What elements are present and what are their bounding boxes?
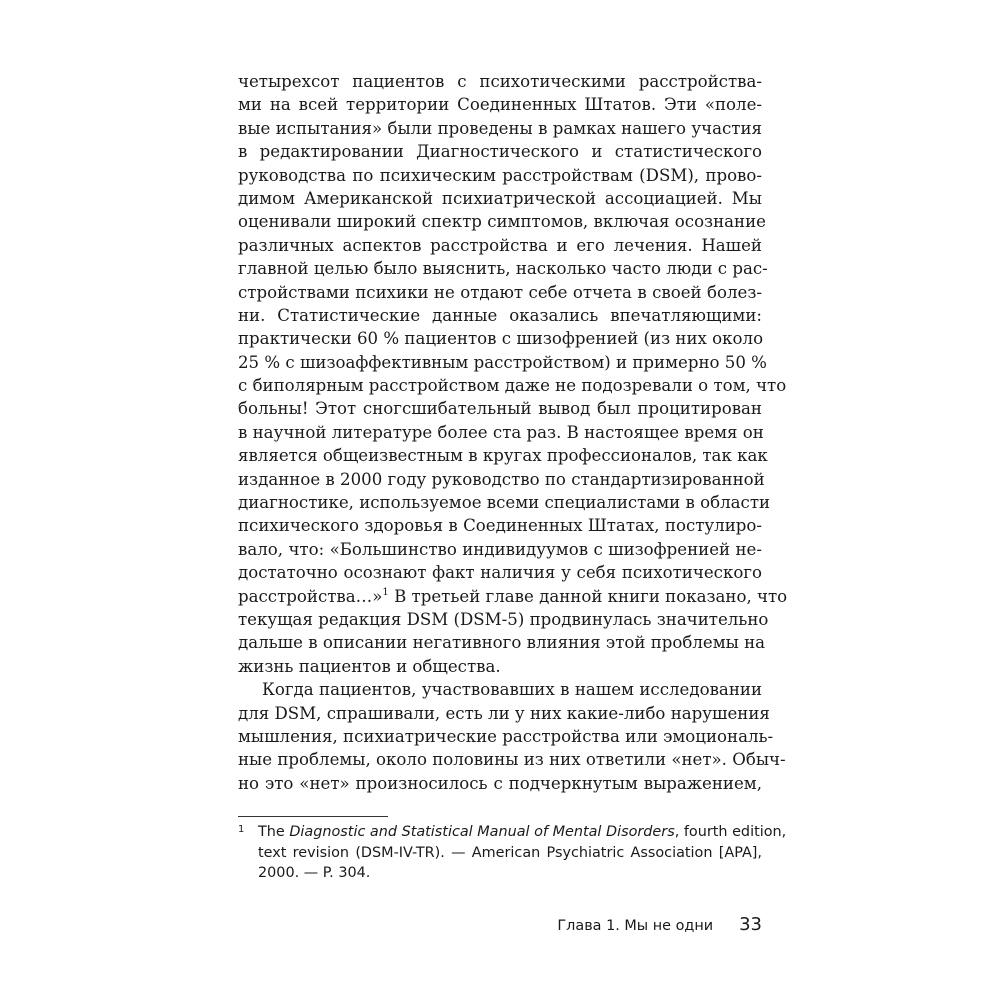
text-line: достаточно осознают факт наличия у себя психотического — [238, 563, 762, 583]
paragraph-2-lines — [238, 702, 786, 772]
paragraph-1-lines — [238, 70, 787, 585]
ref-line-end: В третьей главе данной книги показано, что — [388, 586, 788, 606]
text-line: с биполярным расстройством даже не подозревали о том, что — [238, 376, 787, 396]
text-line: димом Американской психиатрической ассоциацией. Мы — [238, 188, 762, 208]
text-line: текущая редакция DSM (DSM-5) продвинулась значительно — [238, 609, 769, 629]
text-line: 25 % с шизоаффективным расстройством) и примерно 50 % — [238, 352, 767, 372]
text-line: больны! Этот сногсшибательный вывод был процитирован — [238, 399, 762, 419]
text-line: практически 60 % пациентов с шизофренией (из них около — [238, 329, 764, 349]
text-line: дальше в описании негативного влияния этой проблемы на — [238, 633, 766, 653]
chapter-title: Глава 1. Мы не одни — [557, 918, 714, 934]
text-line: диагностике, используемое всеми специалистами в области — [238, 493, 771, 513]
page-number: 33 — [739, 914, 762, 935]
paragraph-2 — [238, 678, 786, 795]
text-line: оценивали широкий спектр симптомов, включая осознание — [238, 212, 767, 232]
footnote — [238, 822, 787, 884]
text-line: руководства по психическим расстройствам (DSM), прово- — [238, 165, 762, 185]
text-line: ни. Статистические данные оказались впечатляющими: — [238, 305, 762, 325]
footnote-line-1 — [258, 822, 787, 843]
paragraph-1 — [238, 70, 788, 678]
text-line: в редактировании Диагностического и статистического — [238, 142, 762, 162]
text-line: в научной литературе более ста раз. В настоящее время он — [238, 422, 764, 442]
footnote-line-1-prefix: The — [258, 824, 290, 840]
text-line: психического здоровья в Соединенных Штатах, постулиро- — [238, 516, 762, 536]
paragraph-2-last-line: но это «нет» произносилось с подчеркнутым выражением, — [238, 773, 762, 793]
paragraph-2-first-line: Когда пациентов, участвовавших в нашем исследовании — [262, 680, 762, 700]
text-line: стройствами психики не отдают себе отчета в своей болез- — [238, 282, 762, 302]
text-line: является общеизвестным в кругах профессионалов, так как — [238, 446, 768, 466]
paragraph-1-last-line: жизнь пациентов и общества. — [238, 656, 501, 676]
footnote-line-1-suffix: , fourth edition, — [674, 824, 787, 840]
footnote-book-title: Diagnostic and Statistical Manual of Mental Disorders — [289, 824, 675, 840]
text-line: четырехсот пациентов с психотическими расстройства- — [238, 72, 762, 91]
footnote-reference-line — [238, 585, 788, 608]
text-line: различных аспектов расстройства и его лечения. Нашей — [238, 235, 762, 255]
footnote-line-2: text revision (DSM-IV-TR). — American Psychiatric Association [APA], — [258, 844, 762, 861]
text-line: для DSM, спрашивали, есть ли у них какие-либо нарушения — [238, 703, 770, 723]
footnote-divider — [238, 816, 388, 817]
page-body — [238, 70, 788, 795]
text-line: ми на всей территории Соединенных Штатов. Эти «поле- — [238, 95, 762, 115]
text-line: вало, что: «Большинство индивидуумов с шизофренией не- — [238, 539, 762, 559]
text-line: вые испытания» были проведены в рамках нашего участия — [238, 118, 762, 138]
paragraph-1-lines-after — [238, 608, 769, 655]
footnote-reference-marker[interactable]: 1 — [382, 586, 389, 598]
footnote-marker: 1 — [238, 824, 245, 835]
footnote-line-3: 2000. — P. 304. — [258, 865, 371, 881]
ref-line-start: расстройства…» — [238, 586, 383, 606]
text-line: мышления, психиатрические расстройства или эмоциональ- — [238, 726, 774, 746]
text-line: главной целью было выяснить, насколько часто люди с рас- — [238, 259, 768, 279]
text-line: ные проблемы, около половины из них ответили «нет». Обыч- — [238, 750, 786, 770]
text-line: изданное в 2000 году руководство по стандартизированной — [238, 469, 765, 489]
running-footer — [557, 914, 762, 935]
footnote-body — [258, 822, 787, 884]
